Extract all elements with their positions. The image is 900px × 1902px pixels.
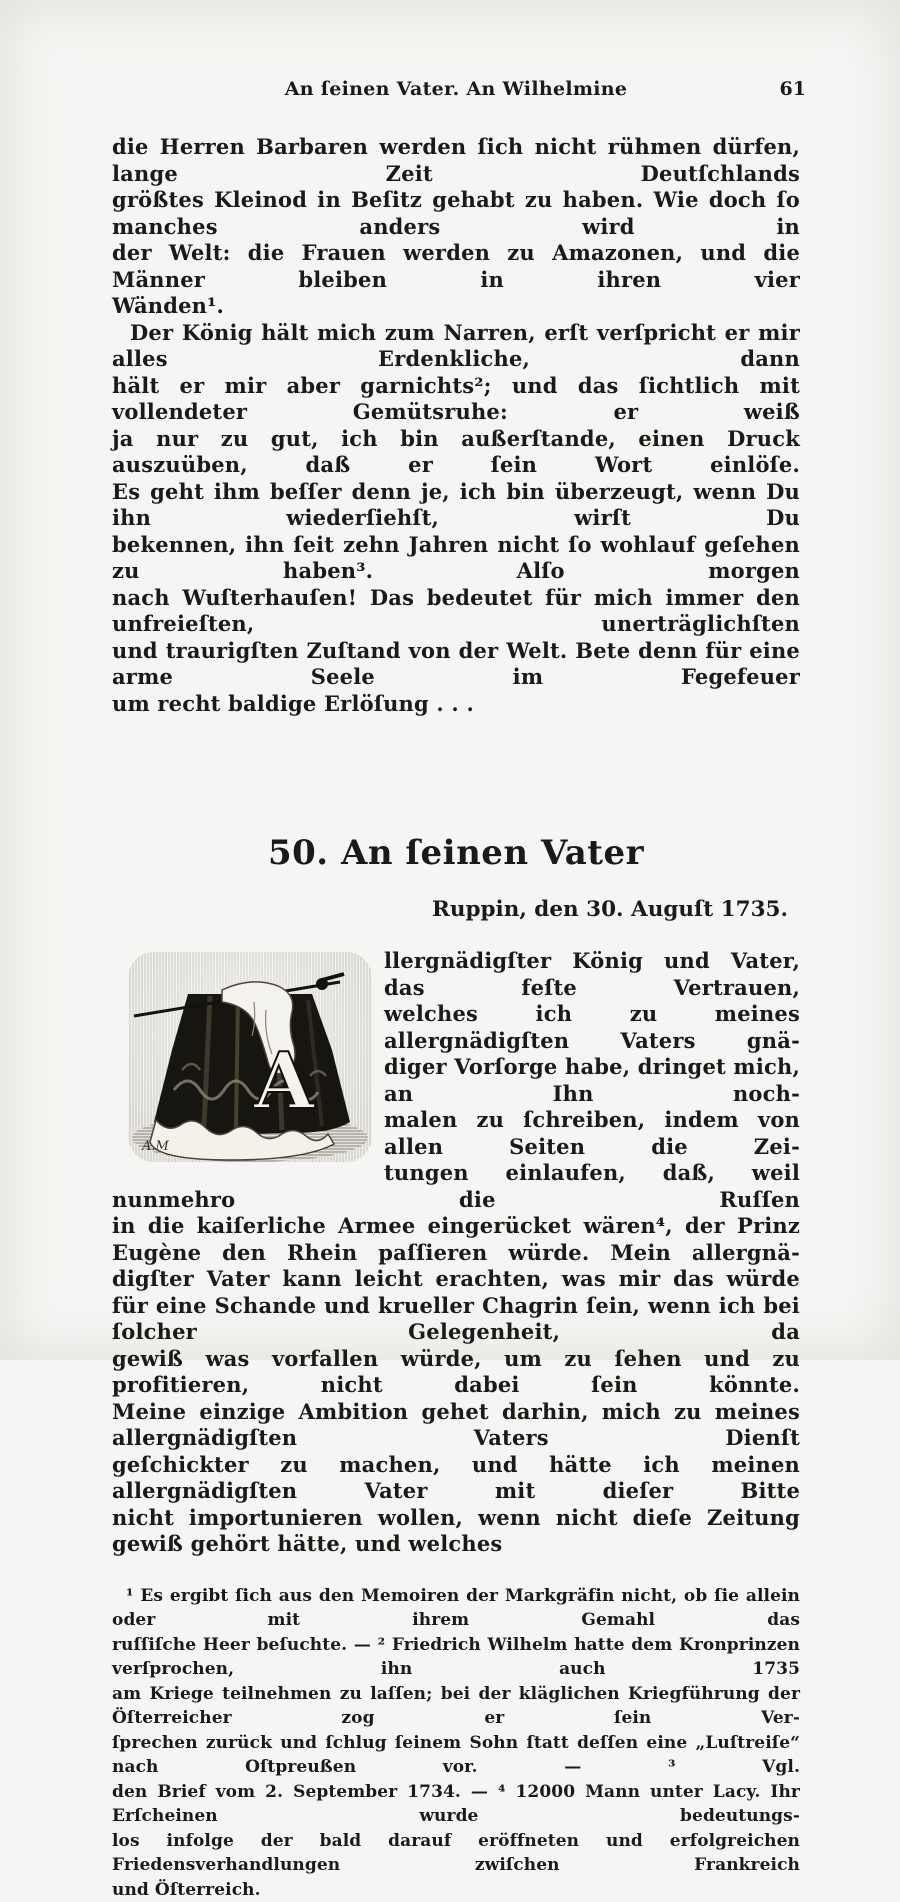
section-heading: 50. An ſeinen Vater bbox=[112, 833, 800, 873]
running-title: An ſeinen Vater. An Wilhelmine bbox=[112, 78, 800, 100]
engraver-signature: A.M bbox=[141, 1139, 170, 1154]
text-line: nach Wuſterhauſen! Das bedeutet für mich immer den unfreieſten, unerträglichſten bbox=[112, 585, 800, 638]
text-line: geſchickter zu machen, und hätte ich meinen allergnädigſten Vater mit dieſer Bitte bbox=[112, 1452, 800, 1505]
text-line: in die kaiſerliche Armee eingerücket wären⁴, der Prinz bbox=[112, 1213, 800, 1240]
text-line: Der König hält mich zum Narren, erſt verſpricht er mir alles Erdenkliche, dann bbox=[112, 320, 800, 373]
page-number: 61 bbox=[780, 78, 806, 100]
footnote-line: am Kriege teilnehmen zu laſſen; bei der kläglichen Kriegführung der Öſterreicher zog er ſein Ver- bbox=[112, 1682, 800, 1731]
dateline: Ruppin, den 30. Auguſt 1735. bbox=[112, 897, 800, 922]
footnote-line: los infolge der bald darauf eröffneten und erfolgreichen Friedensverhandlungen zwiſchen Frankreich bbox=[112, 1829, 800, 1878]
decorated-initial-illustration bbox=[126, 950, 374, 1164]
drop-cap-letter: A bbox=[253, 1036, 316, 1127]
text-line: Wänden¹. bbox=[112, 293, 800, 320]
letter-body bbox=[112, 948, 800, 1558]
text-line: nicht importunieren wollen, wenn nicht dieſe Zeitung gewiß gehört hätte, und welches bbox=[112, 1505, 800, 1558]
text-line: und traurigſten Zuſtand von der Welt. Bete denn für eine arme Seele im Fegefeuer bbox=[112, 638, 800, 691]
footnote-line: den Brief vom 2. September 1734. — ⁴ 12000 Mann unter Lacy. Ihr Erſcheinen wurde bedeutungs- bbox=[112, 1780, 800, 1829]
text-line: hält er mir aber garnichts²; und das ſichtlich mit vollendeter Gemütsruhe: er weiß bbox=[112, 373, 800, 426]
footnotes-block bbox=[112, 1584, 800, 1902]
running-header bbox=[112, 78, 800, 104]
footnote-line: ſprechen zurück und ſchlug ſeinem Sohn ſtatt deſſen eine „Luſtreiſe“ nach Oſtpreußen vor. — ³ Vgl. bbox=[112, 1731, 800, 1780]
text-line: welches ich zu meines allergnädigſten Vaters gnä- bbox=[112, 1001, 800, 1054]
text-line: ja nur zu gut, ich bin außerſtande, einen Druck auszuüben, daß er ſein Wort einlöſe. bbox=[112, 426, 800, 479]
text-line: bekennen, ihn ſeit zehn Jahren nicht ſo wohlauf geſehen zu haben³. Alſo morgen bbox=[112, 532, 800, 585]
text-line: größtes Kleinod in Beſitz gehabt zu haben. Wie doch ſo manches anders wird in bbox=[112, 187, 800, 240]
text-line: diger Vorſorge habe, dringet mich, an Ihn noch- bbox=[112, 1054, 800, 1107]
initial-woodcut-icon bbox=[126, 950, 374, 1164]
text-line: der Welt: die Frauen werden zu Amazonen, und die Männer bleiben in ihren vier bbox=[112, 240, 800, 293]
text-line: Meine einzige Ambition gehet darhin, mich zu meines allergnädigſten Vaters Dienſt bbox=[112, 1399, 800, 1452]
text-line: Es geht ihm beſſer denn je, ich bin überzeugt, wenn Du ihn wiederſiehſt, wirſt Du bbox=[112, 479, 800, 532]
text-line: tungen einlaufen, daß, weil nunmehro die Ruſſen bbox=[112, 1160, 800, 1213]
text-line: digſter Vater kann leicht erachten, was mir das würde bbox=[112, 1266, 800, 1293]
footnote-line: ruſſiſche Heer beſuchte. — ² Friedrich Wilhelm hatte dem Kronprinzen verſprochen, ihn auch 1735 bbox=[112, 1633, 800, 1682]
text-line: malen zu ſchreiben, indem von allen Seiten die Zei- bbox=[112, 1107, 800, 1160]
paragraph-2 bbox=[112, 320, 800, 718]
footnote-line: und Öſterreich. bbox=[112, 1878, 800, 1902]
footnote-line: ¹ Es ergibt ſich aus den Memoiren der Markgräfin nicht, ob ſie allein oder mit ihrem Gemahl das bbox=[112, 1584, 800, 1633]
text-line: Eugène den Rhein paſſieren würde. Mein allergnä- bbox=[112, 1240, 800, 1267]
text-line: die Herren Barbaren werden ſich nicht rühmen dürfen, lange Zeit Deutſchlands bbox=[112, 134, 800, 187]
text-line: gewiß was vorfallen würde, um zu ſehen und zu profitieren, nicht dabei ſein könnte. bbox=[112, 1346, 800, 1399]
text-line: für eine Schande und krueller Chagrin ſein, wenn ich bei ſolcher Gelegenheit, da bbox=[112, 1293, 800, 1346]
text-line: llergnädigſter König und Vater, das feſte Vertrauen, bbox=[112, 948, 800, 1001]
main-text-block bbox=[112, 134, 800, 1902]
paragraph-1 bbox=[112, 134, 800, 320]
text-line: um recht baldige Erlöſung . . . bbox=[112, 691, 800, 718]
